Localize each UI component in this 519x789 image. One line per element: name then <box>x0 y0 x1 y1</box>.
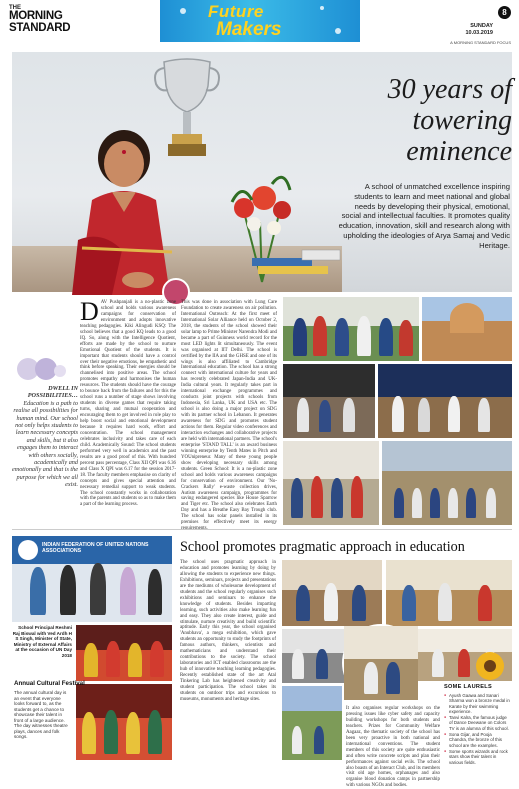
sparkle-icon <box>320 6 324 10</box>
date-label: 10.03.2019 <box>465 29 493 36</box>
laurel-item: ● Sona Gijar, and Pooja Chandra, the bronze of this school are the examples. <box>444 732 510 748</box>
laurels-list <box>444 693 510 766</box>
drop-cap: D <box>80 297 99 326</box>
photo-science-lab <box>386 560 512 626</box>
initiative-label: A MORNING STANDARD FOCUS <box>450 40 511 45</box>
photo-exhibition <box>282 560 382 626</box>
logo-line-2: STANDARD <box>9 21 71 34</box>
photo-presentation <box>282 629 344 683</box>
newspaper-logo <box>9 5 70 34</box>
page-number: 8 <box>498 6 511 19</box>
photo-assembly <box>382 441 512 525</box>
article-column-2 <box>181 300 277 526</box>
article-column-2-text: This was done in association with Lung Care Foundation to create awareness on air pollution. International Outreach: At the first meet of International Solar Alliance held on October 2, 2018, the students of the school showed their solar lamp to Prime Minister Narendra Modi and became a part of Guinness world record for the most LED lights lit simultaneously. The event was organised at IIT Delhi. The school is certified by the IIA and the GHSE and one of its wings is also affiliated to Cambridge International education. The school has a strong connect with international culture for years and has recently celebrated Japan-India and UK-India cultural years. It regularly takes part in international exchange programmes and conducts joint projects with schools from Indonesia, Sri Lanka, UK and USA etc. The school is also doing a major project on SDG with its partner school in Lebanon. It generates awareness for SDG and promotes student actions for them. Regular video conferences and interaction exchanges and collaborative projects are held with international partners. The school's enterprise 'STAND TALL' is an award business winning enterprise by Tenth Mates in Pitch and YOUnipreneur. Many of these young people show developing necessary skills among students. Green School: It is a no-plastic zone school and holds various awareness campaigns for conservation of environment. Our 'No-Crackers Rally' e-waste collection drives, Autism awareness campaign, programmes for saving endangered species like House Sparrow and Tiger etc. The school also celebrates Earth Day and has a Breathe Easy Bay Trough club. The school has solar panels installed in its premises for effectively meet its energy <box>181 300 277 526</box>
decorative-bubbles <box>16 356 66 382</box>
article-column-1 <box>80 297 176 526</box>
day-label: SUNDAY <box>470 23 493 29</box>
sparkle-icon <box>180 8 186 14</box>
photo-campus-sports <box>282 686 342 760</box>
sidebar-quote <box>12 385 78 489</box>
sidebar-quote-title: DWELL IN POSSIBILITIES… <box>27 385 78 400</box>
section-divider <box>12 529 512 530</box>
photo-students-uniform <box>283 441 379 525</box>
annual-festival-title: Annual Cultural Festival <box>14 680 85 687</box>
un-banner-text: INDIAN FEDERATION OF UNITED NATIONS ASSOCIATIONS <box>42 542 149 555</box>
date-block <box>465 23 493 36</box>
logo-line-1: MORNING <box>9 10 63 22</box>
masthead <box>0 0 519 45</box>
un-photo-caption: School Principal Reshmi Raj Biswal with Ved Ardh H S Singh, Minister of State, Ministry of External Affairs at the occasion of UN Day 2018 <box>12 625 72 658</box>
laurels-title: SOME LAURELS <box>444 684 493 690</box>
logo-the: THE <box>9 5 21 11</box>
hero-headline: 30 years of towering eminence <box>387 74 512 167</box>
hero-intro: A school of unmatched excellence inspiring students to learn and meet national and global needs by developing their physical, emotional, social and intellectual faculties. It promotes quality education, innovation, skill and research along with upholding the ideologies of Arya Samaj and Vedic Heritage. <box>338 182 510 250</box>
photo-cultural-dance <box>76 625 172 681</box>
sparkle-icon <box>335 28 341 34</box>
article-2-headline: School promotes pragmatic approach in education <box>180 539 465 555</box>
photo-students-group <box>283 297 419 361</box>
photo-un-day <box>12 536 172 622</box>
laurel-item: ● Some sports wizards and rock stars show their talent in various fields. <box>444 749 510 765</box>
principal-photo <box>52 130 202 295</box>
article-2-column-1-text: The school uses pragmatic approach in education and promotes learning by doing by allowing the students to experience new things. Exhibitions, seminars, projects and presentations are the mediums of wholesome development of students and the school regularly organises such exhibitions and seminars to enhance the knowledge of students. Besides imparting learning, such activities also make learning fun and easy. They also create interest, guide and stimulate, nurture creativity and build scientific aptitude. Early this year, the school organised 'Anubhava', a mega exhibition, which gave students an opportunity to study the footprints of famous authors, thinkers, scientists and mathematicians and understand their contributions to the society. The school laboratories and ICT enabled classrooms are the hub of innovative teaching learning pedagogies. Recently established state of the art Atal Tinkering Lab has heightened creativity and student participation. The school takes its students on outdoor trips and excursions to museums, monuments and heritage sites. <box>180 560 276 702</box>
photo-stage-performance <box>378 364 512 438</box>
photo-event-hall <box>283 364 375 438</box>
article-column-1-text: AV Pushpanjali is a no-plastic zone school and holds various awareness campaigns for conservation of environment and adopts innovative teaching pedagogies. Kiki Alingudi KSQ: The school believes that a good KQ leads to a good IQ. So, along with the Intelligence Quotient, efforts are made by the school to nurture Emotional Quotient of the students. It is important that students should have a control over their negative emotions, be empathetic and think before speaking. Their energies should be channelised into positive areas. The school promotes empathy and harmonises the human resources. The students should have the courage to bounce back from the failures and for this the school runs a number of stage shows involving students in diverse games that require taking turns, sharing and mutual cooperation and encouraging them to get involved in role play to help boost social and emotional development because it requires hard work, effort and concentration. The school management celebrates inclusivity and takes care of each child. Academically Sound: The school students performed very well in academics and the past results are a good proof of this. With hundred percent pass percentage, Class XII QPI was 6.36 and Class X QPI was 6.17 for the session 2017-18. The faculty members emphasise on clarity of concepts and gives special attention and necessary remedial support to weak students. The school constantly works in collaboration with the parents and students so as to make them a part of the learning process. <box>80 300 176 508</box>
un-emblem-icon <box>18 540 38 560</box>
sidebar-quote-body: Education is a path to realise all possibilities for human mind. Our school not only helps students to learn necessary concepts and skills, but it also engages them to interact with others socially, academically and emotionally and that is the purpose for which we all exist. <box>12 399 78 489</box>
laurel-item: ● Ayush Gaawa and Sanari Sharma won a bronze medal in Karate by their swimming experience. <box>444 693 510 714</box>
photo-school-building <box>422 297 512 361</box>
section-title-line-2: Makers <box>216 19 282 40</box>
sunflower-decoration <box>432 650 512 682</box>
article-2-column-2 <box>346 706 440 789</box>
annual-festival-body: The annual cultural day is an event that everyone looks forward to, as the students get a chance to showcase their talent in front of a large audience. The day witnesses theatre plays, dances and folk songs. <box>14 690 68 739</box>
article-2-column-2-text: It also organises regular workshops on the pressing issues like cyber safety and capacity building workshops for both students and teachers. Prizes for Community Welfare Aagaaz, the thematic society of the school has been very proactive in both national and international conventions. The student members of this society are quite enthusiastic and often write concrete scripts and plan their performances against social evils. The school also boasts of an Interact Club, and its members visit old age homes, orphanages and also organise blood donation camps in partnership with various NGOs and bodies. <box>346 706 440 789</box>
photo-cultural-festival <box>76 684 172 760</box>
laurel-item: ● Tanvi Kalra, the famous judge of Dance Deewane on Colors TV is an alumna of this school. <box>444 715 510 731</box>
article-2-column-1 <box>180 560 276 760</box>
section-title-line-1: Future <box>208 2 264 21</box>
hero-section <box>12 52 512 292</box>
photo-robotics-circle <box>342 624 420 702</box>
books-on-desk <box>252 248 342 278</box>
section-banner <box>160 0 360 42</box>
